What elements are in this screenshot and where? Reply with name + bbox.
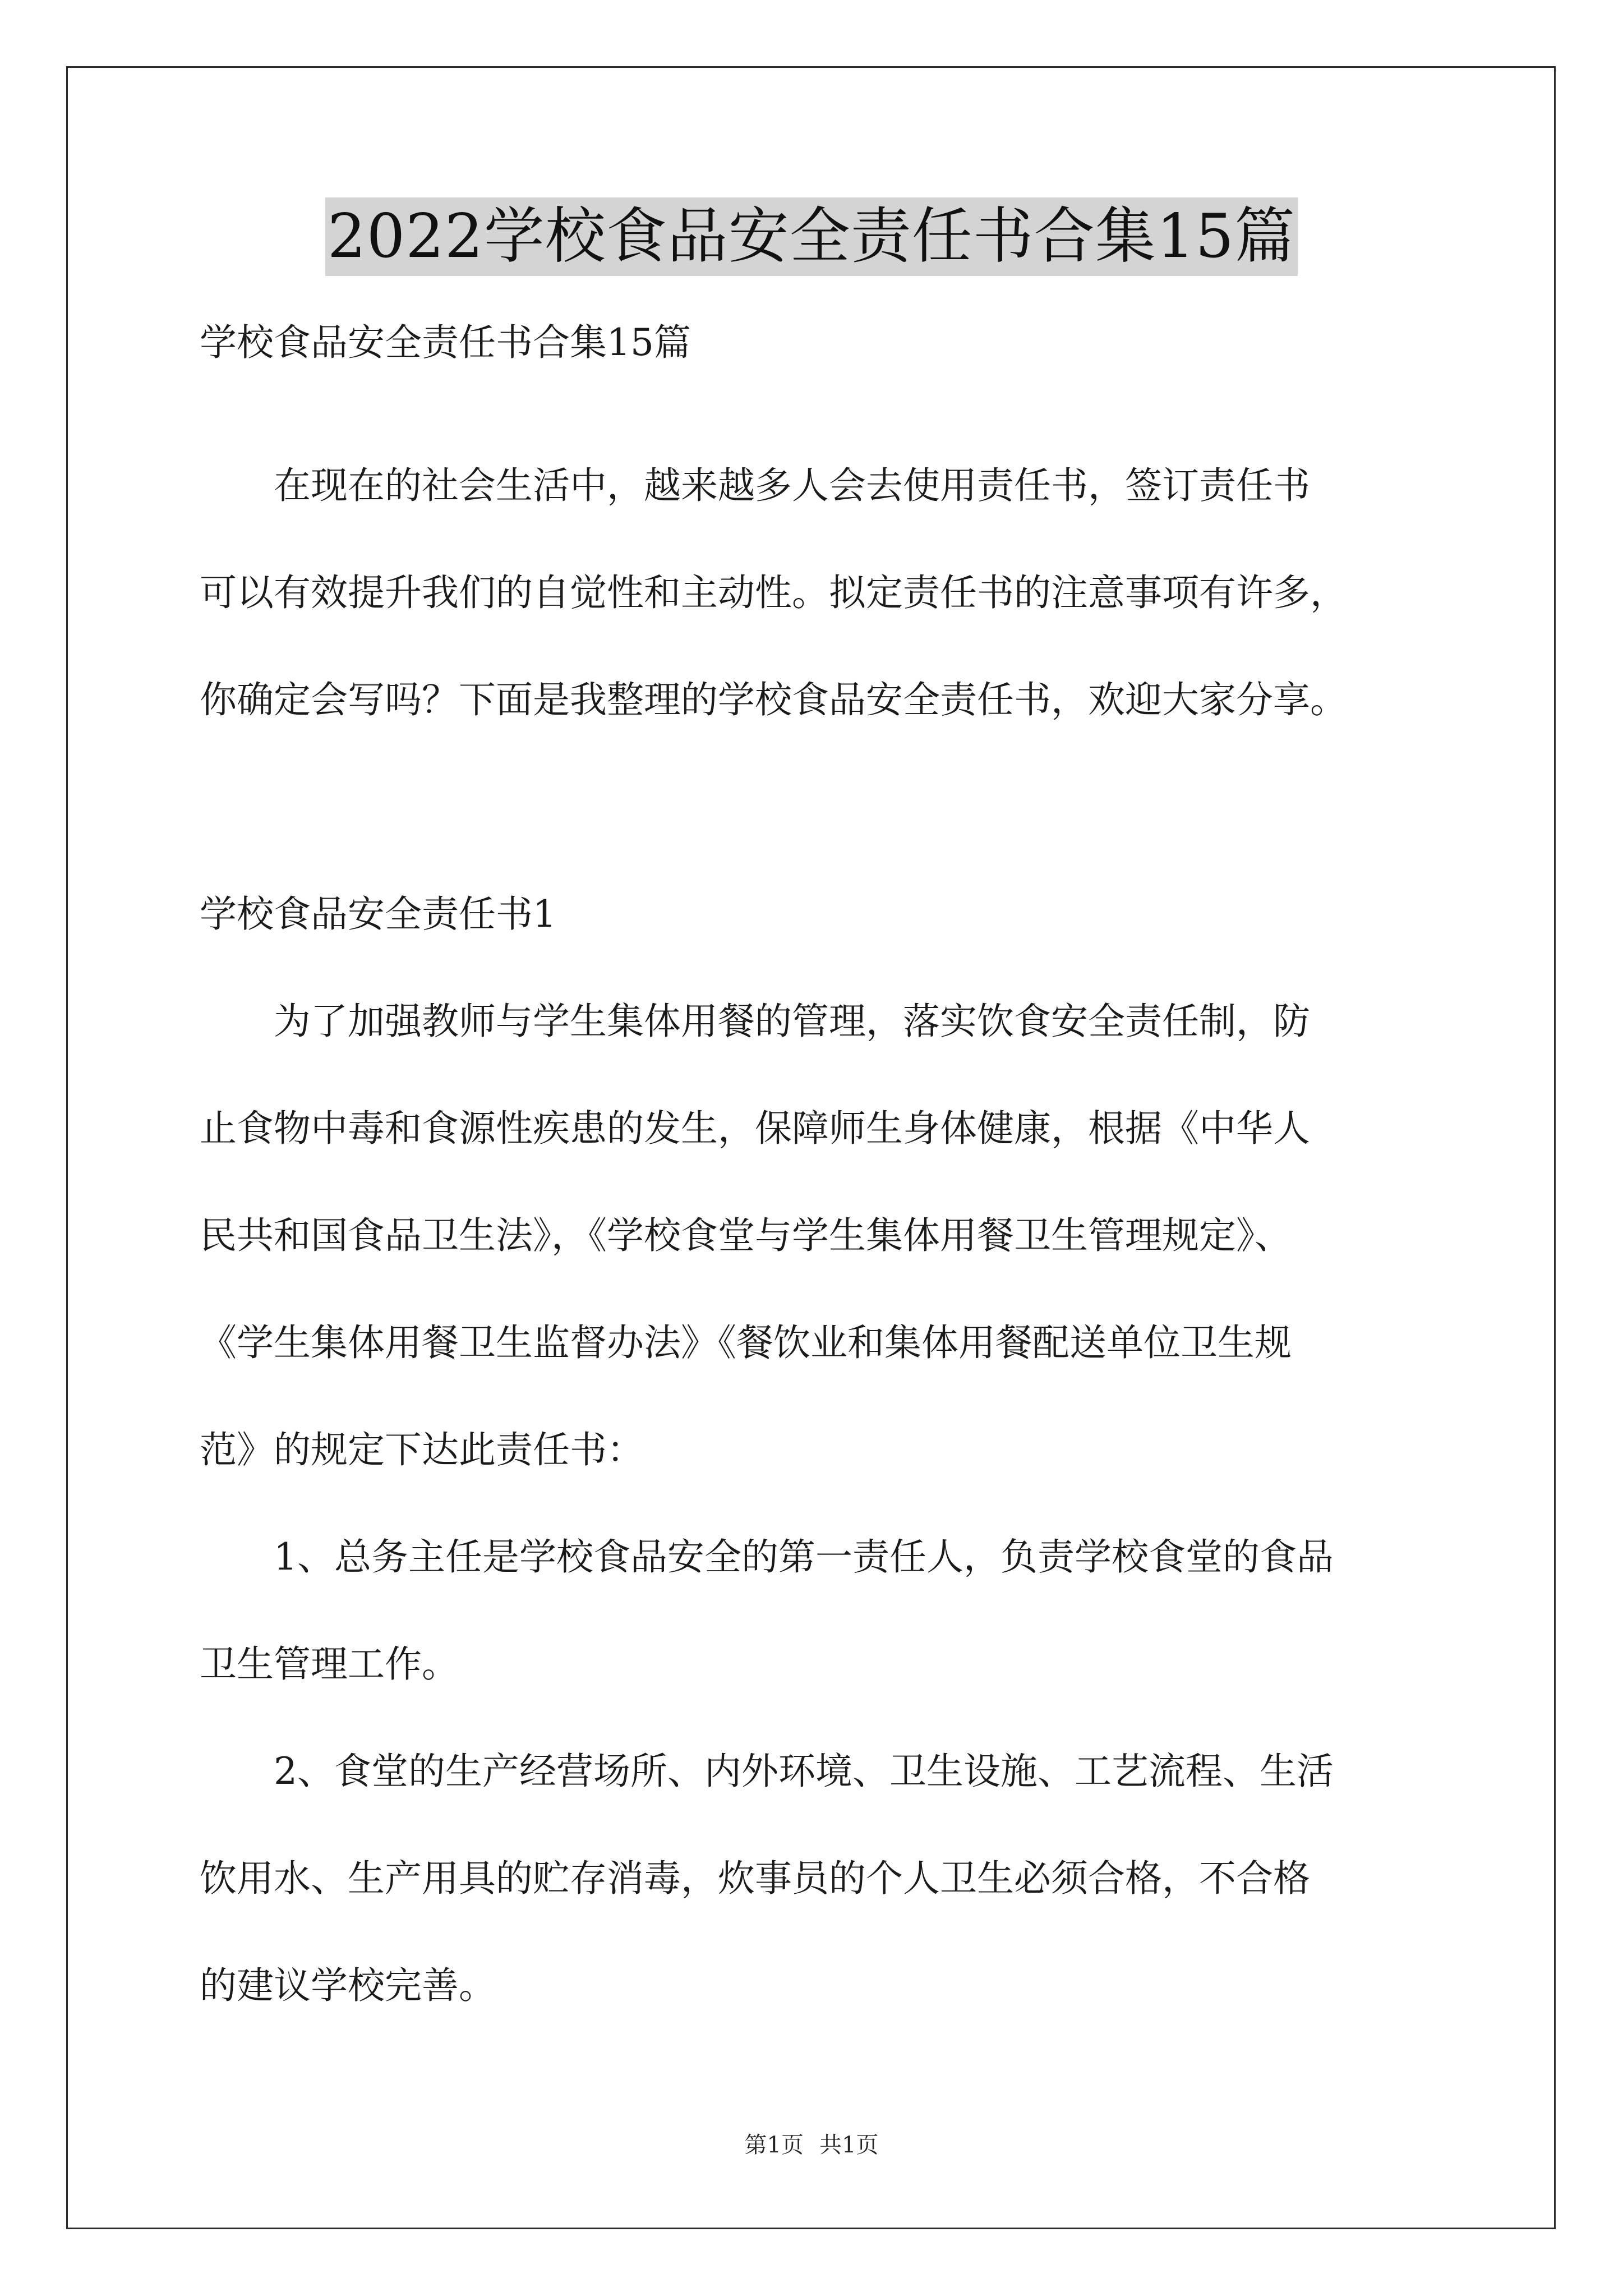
body-line-1: 为了加强教师与学生集体用餐的管理，落实饮食安全责任制，防 [200,1000,1310,1043]
body-line-5: 范》的规定下达此责任书： [200,1428,644,1471]
body-line-4: 《学生集体用餐卫生监督办法》《餐饮业和集体用餐配送单位卫生规 [200,1321,1292,1364]
title-container [0,197,1623,276]
intro-line-3: 你确定会写吗？下面是我整理的学校食品安全责任书，欢迎大家分享。 [200,678,1347,721]
body-line-2: 止食物中毒和食源性疾患的发生，保障师生身体健康，根据《中华人 [200,1107,1310,1150]
body-line-10: 的建议学校完善。 [200,1964,496,2007]
page-number-current: 第1页 [744,2132,804,2158]
body-line-7: 卫生管理工作。 [200,1642,459,1686]
section-heading: 学校食品安全责任书1 [200,892,556,936]
page-footer [0,2129,1623,2161]
body-line-9: 饮用水、生产用具的贮存消毒，炊事员的个人卫生必须合格，不合格 [200,1857,1310,1900]
page-number-total: 共1页 [819,2132,879,2158]
document-subtitle: 学校食品安全责任书合集15篇 [200,321,691,364]
body-line-6: 1、总务主任是学校食品安全的第一责任人，负责学校食堂的食品 [200,1535,1334,1579]
body-line-8: 2、食堂的生产经营场所、内外环境、卫生设施、工艺流程、生活 [200,1750,1334,1793]
intro-line-2: 可以有效提升我们的自觉性和主动性。拟定责任书的注意事项有许多， [200,571,1347,614]
document-title: 2022学校食品安全责任书合集15篇 [325,197,1298,276]
body-line-3: 民共和国食品卫生法》，《学校食堂与学生集体用餐卫生管理规定》、 [200,1214,1292,1257]
intro-line-1: 在现在的社会生活中，越来越多人会去使用责任书，签订责任书 [200,464,1310,507]
